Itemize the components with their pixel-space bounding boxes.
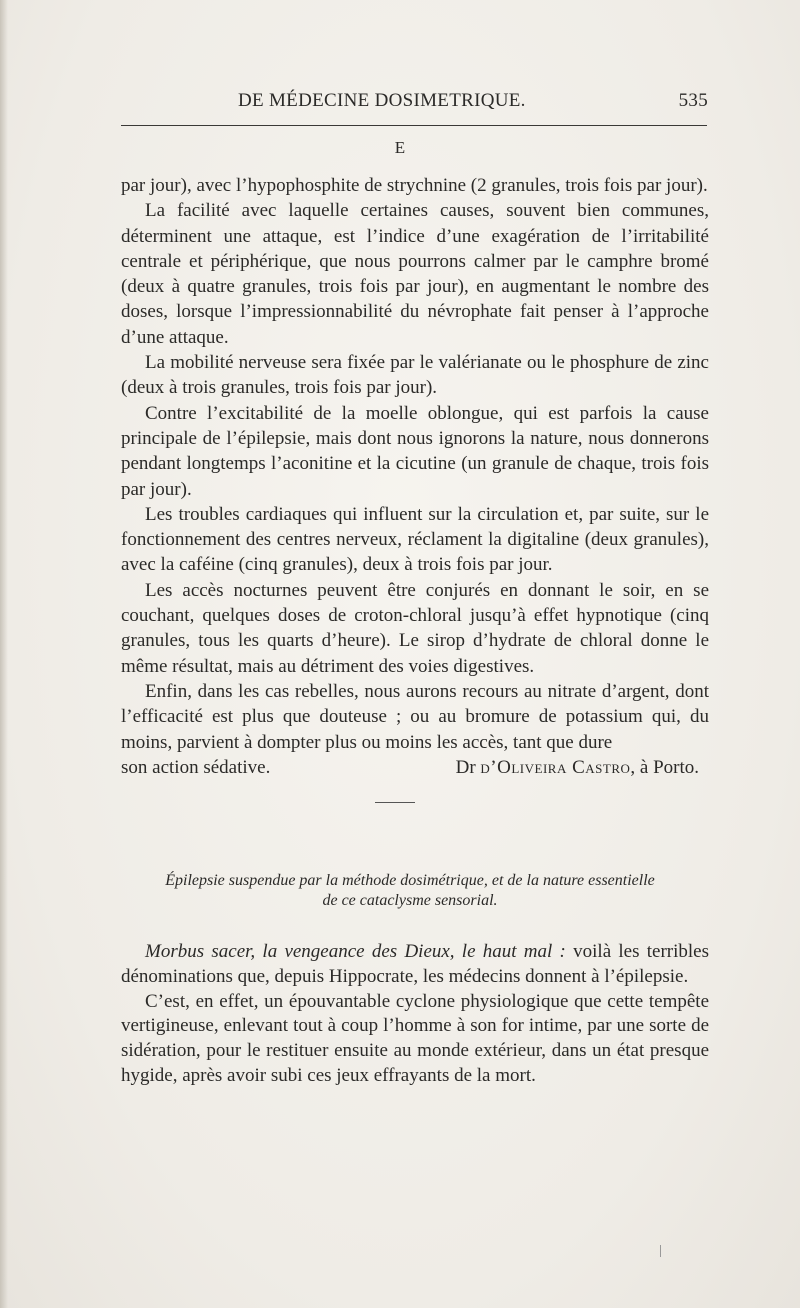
- article-2-body: [121, 940, 709, 1089]
- article-2-title-line-2: de ce cataclysme sensorial.: [322, 892, 498, 909]
- author-name: d’Oliveira Castro: [480, 756, 631, 778]
- running-head-title: DE MÉDECINE DOSIMETRIQUE.: [238, 90, 526, 111]
- signature-mark: E: [394, 138, 406, 157]
- binding-shadow: [0, 0, 8, 1308]
- closing-line: [121, 755, 709, 780]
- paragraph: C’est, en effet, un épouvantable cyclone physiologique que cette tempête vertigineuse, enlevant tout à coup l’homme à son for intime, par une sorte de sidération, pour le restituer ensuite au monde extérieur, dans un état presque hygide, après avoir subi ces jeux effrayants de la mort.: [121, 990, 709, 1086]
- header-rule: [121, 125, 707, 126]
- article-2-title: [160, 871, 660, 911]
- paragraph: Les troubles cardiaques qui influent sur la circulation et, par suite, sur le fonctionnement des centres nerveux, réclament la digitaline (deux granules), avec la caféine (cinq granules), deux à trois fois par jour.: [121, 503, 709, 576]
- article-1-body: [121, 173, 709, 780]
- paragraph-text: voilà les terribles dénominations que, depuis Hippocrate, les médecins donnent à l’épilepsie.: [121, 941, 709, 987]
- section-divider: [375, 802, 415, 803]
- paragraph: La mobilité nerveuse sera fixée par le valérianate ou le phosphure de zinc (deux à trois granules, trois fois par jour).: [121, 352, 709, 399]
- paragraph: Les accès nocturnes peuvent être conjurés en donnant le soir, en se couchant, quelques doses de croton-chloral jusqu’à effet hypnotique (cinq granules, tous les quarts d’heure). Le sirop d’hydrate de chloral donne le même résultat, mais au détriment des voies digestives.: [121, 579, 709, 677]
- author-title: Dr: [455, 756, 481, 778]
- closing-text: son action sédative.: [121, 756, 271, 778]
- paragraph: Enfin, dans les cas rebelles, nous aurons recours au nitrate d’argent, dont l’efficacité est plus que douteuse ; ou au bromure de potassium qui, du moins, parvient à dompter plus ou moins les accès, tant que dure: [121, 680, 709, 753]
- running-head: [120, 86, 708, 116]
- paragraph: par jour), avec l’hypophosphite de strychnine (2 granules, trois fois par jour).: [121, 175, 708, 196]
- article-2-title-line-1: Épilepsie suspendue par la méthode dosimétrique, et de la nature essentielle: [165, 872, 655, 889]
- author-signature: [456, 755, 699, 780]
- paragraph: Contre l’excitabilité de la moelle oblongue, qui est parfois la cause principale de l’épilepsie, mais dont nous ignorons la nature, nous donnerons pendant longtemps l’aconitine et la cicutine (un granule de chaque, trois fois par jour).: [121, 402, 709, 500]
- paragraph: La facilité avec laquelle certaines causes, souvent bien communes, déterminent une attaque, est l’indice d’une exagération de l’irritabilité centrale et périphérique, que nous pourrons calmer par le camphre bromé (deux à quatre granules, trois fois par jour), en augmentant le nombre des doses, lorsque l’impressionnabilité du névrophate fait penser à l’approche d’une attaque.: [121, 200, 709, 348]
- author-location: , à Porto.: [630, 756, 699, 778]
- paragraph: [121, 940, 709, 990]
- page-speck: [660, 1245, 661, 1257]
- italic-phrase: Morbus sacer, la vengeance des Dieux, le haut mal :: [145, 941, 566, 962]
- page-number: 535: [678, 90, 708, 111]
